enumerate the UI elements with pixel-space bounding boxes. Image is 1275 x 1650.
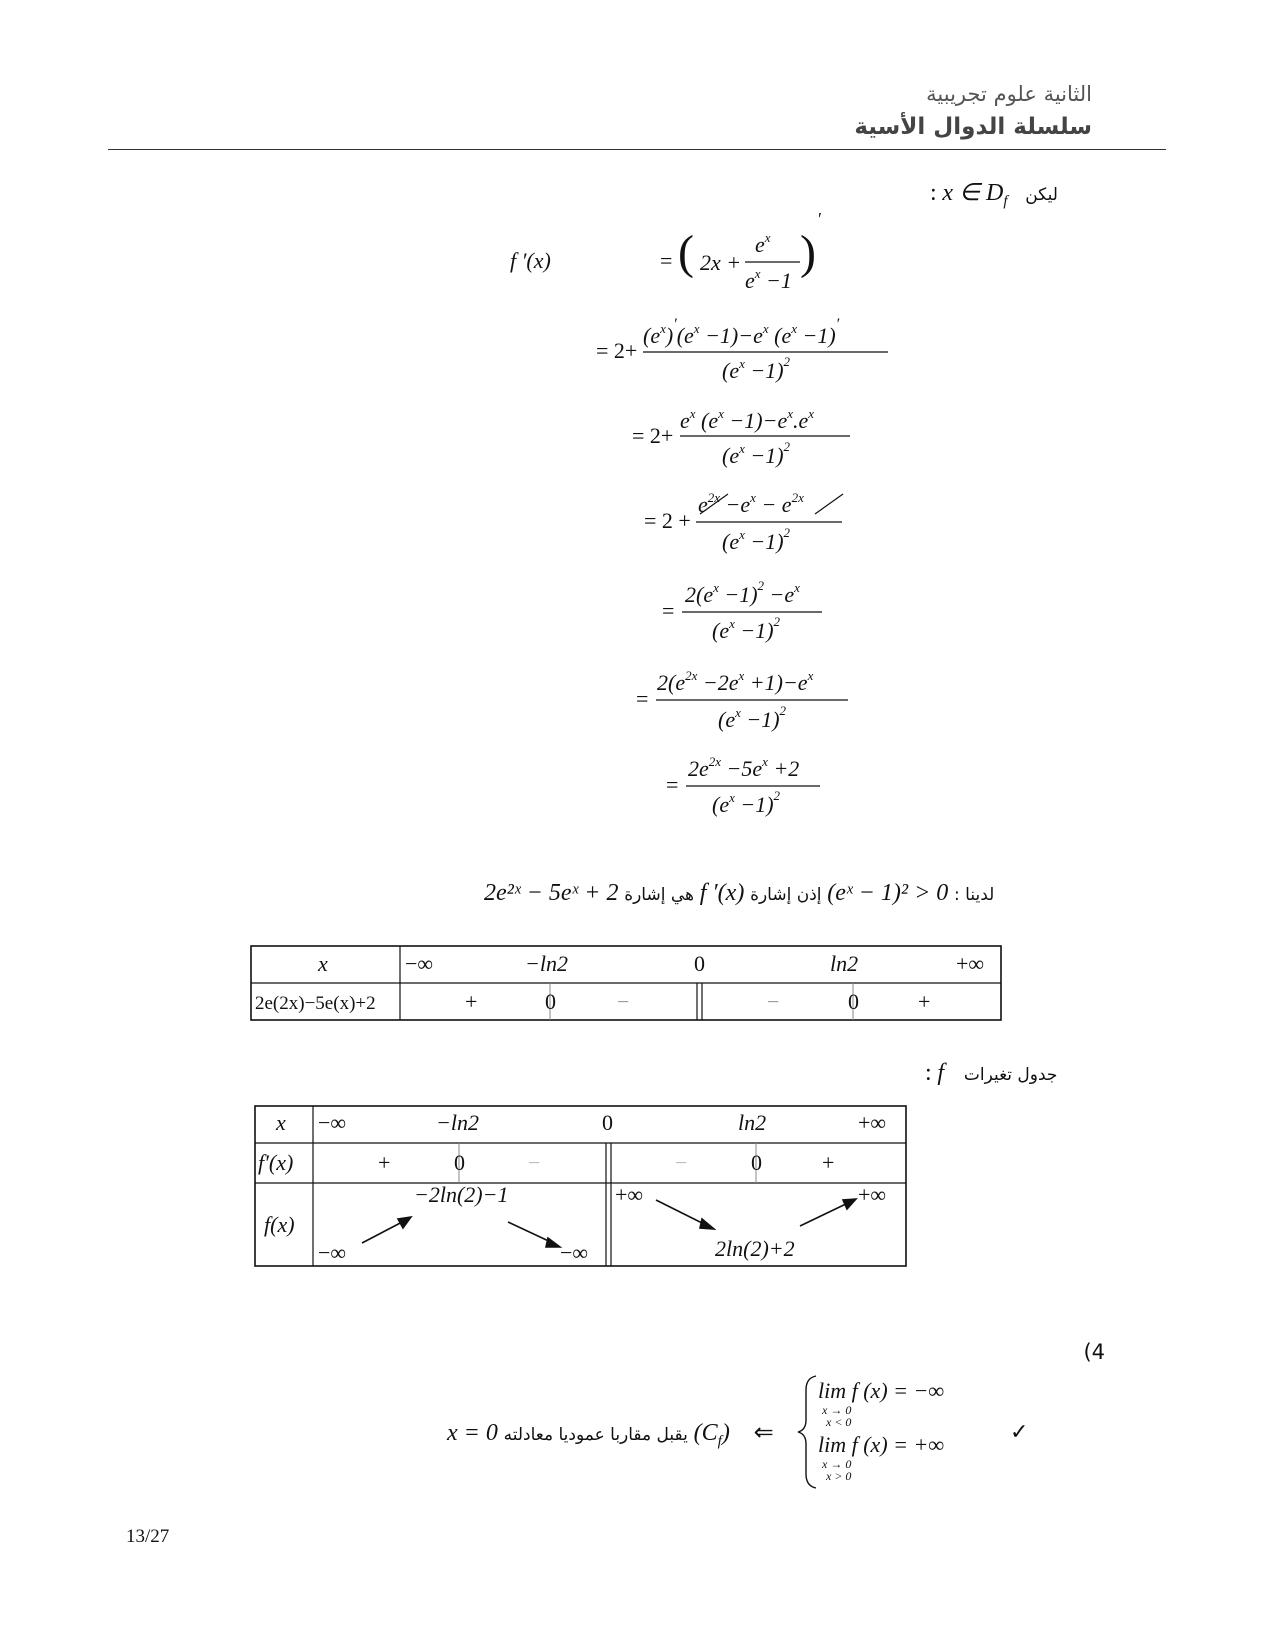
derivation-line-3 [632, 406, 850, 468]
svg-text:2e2x −5ex +2: $2e^{2x} -5e^x +2$ [688, 754, 800, 781]
svg-text:(: ( [678, 226, 694, 279]
svg-text:(ex −1)2: $(e^x -1)^2$ [712, 614, 781, 643]
variation-x-4: +∞ [858, 1110, 887, 1135]
svg-text:2(e2x −2ex +1)−ex: $2(e^{2x} -2e^x +1)-e^x$ [657, 668, 814, 695]
svg-text:(ex −1)2: $(e^x -1)^2$ [722, 439, 791, 468]
derivation-line-7 [666, 754, 820, 817]
lim2-cond-b: x > 0 [826, 1469, 852, 1483]
svg-text:e2x −ex − e2x: $e^{2x} -e^x - e^{2x}$ [698, 490, 804, 517]
variation-x-0: −∞ [318, 1110, 347, 1135]
sign-table-header-label: x [318, 951, 328, 976]
part4-curve-close: ) [721, 1420, 730, 1446]
variation-f-right-min: 2ln(2)+2 [715, 1236, 795, 1261]
variation-label-text: جدول تغيرات [963, 1065, 1058, 1085]
variation-label-colon: : [925, 1060, 932, 1086]
sign-statement-middle: إذن إشارة [750, 885, 822, 905]
lim2-cond-a: x → 0 [822, 1457, 852, 1471]
lim2-fn: lim f (x) = +∞ [818, 1432, 945, 1457]
arrow-down-right [656, 1200, 708, 1226]
svg-text:′: ′ [818, 209, 822, 229]
sign-table-x-1: −ln2 [525, 951, 568, 976]
svg-text:=: = [660, 248, 673, 273]
svg-text:= 2+: = 2+ [596, 338, 638, 363]
svg-text:ex −1: $e^x -1$ [745, 266, 792, 293]
variation-row-fprime: f′(x) [258, 1150, 294, 1175]
variation-label [925, 1060, 1057, 1087]
variation-table [255, 1106, 906, 1266]
variation-fprime-sign-0: + [378, 1150, 391, 1175]
variation-fprime-sign-3: − [675, 1150, 688, 1175]
variation-fprime-sign-5: + [822, 1150, 835, 1175]
sign-table-sign-1: 0 [545, 989, 556, 1014]
svg-text:(ex −1)2: $(e^x -1)^2$ [722, 525, 791, 554]
derivation-line-5 [662, 578, 822, 643]
arrow-up-right [800, 1202, 850, 1226]
derivation-line-4 [644, 490, 843, 554]
sign-statement [484, 880, 994, 907]
sign-table-sign-0: + [465, 989, 478, 1014]
svg-text:2x +: 2x + [700, 250, 742, 275]
variation-row-f: f(x) [264, 1212, 295, 1237]
sign-statement-fprime: f ′(x) [699, 880, 745, 906]
page-number: 13/27 [126, 1526, 170, 1547]
sign-table-x-2: 0 [694, 951, 705, 976]
sign-statement-prefix: لدينا : [954, 885, 995, 905]
part4-text: يقبل مقاربا عموديا معادلته [503, 1425, 688, 1445]
sign-statement-expr: 2e²ˣ − 5eˣ + 2 [484, 880, 619, 906]
svg-text:(ex −1)2: $(e^x -1)^2$ [712, 788, 781, 817]
sign-table-x-0: −∞ [405, 951, 434, 976]
svg-text:= 2+: = 2+ [632, 423, 674, 448]
part4-system [798, 1376, 944, 1488]
svg-text:2(ex −1)2 −ex: $2(e^x -1)^2 -e^x$ [685, 578, 800, 607]
variation-f-left-end: −∞ [560, 1240, 589, 1265]
variation-label-fn: f [937, 1060, 945, 1086]
lim1-cond-b: x < 0 [826, 1415, 852, 1429]
part4-conclusion [447, 1418, 774, 1451]
part4-implies: ⇐ [753, 1420, 774, 1446]
sign-table-sign-2: − [617, 989, 630, 1014]
variation-f-left-start: −∞ [318, 1240, 347, 1265]
svg-text:=: = [636, 686, 649, 711]
variation-x-2: 0 [602, 1110, 613, 1135]
svg-text:(ex)′(ex −1)−ex (ex −1)′: $(e^x)'(e^x -1)-e^x$ $(e^x -1)'$ [643, 316, 840, 348]
intro-label: ليكن [1025, 185, 1058, 205]
derivation-line-2 [596, 316, 888, 383]
svg-text:): ) [800, 226, 816, 279]
svg-text:= 2 +: = 2 + [644, 508, 691, 533]
variation-f-left-max: −2ln(2)−1 [414, 1182, 509, 1207]
arrow-up-left [362, 1220, 406, 1243]
variation-x-1: −ln2 [436, 1110, 479, 1135]
sign-table [251, 946, 1001, 1020]
sign-table-x-4: +∞ [956, 951, 985, 976]
variation-x-3: ln2 [738, 1110, 767, 1135]
intro-colon: : [930, 180, 937, 206]
sign-table-sign-3: − [767, 989, 780, 1014]
variation-f-right-start: +∞ [615, 1182, 644, 1207]
variation-row-x: x [276, 1110, 286, 1135]
variation-fprime-sign-4: 0 [751, 1150, 762, 1175]
sign-statement-ineq: (eˣ − 1)² > 0 [827, 880, 949, 906]
part4-number: (4 [1083, 1340, 1105, 1364]
svg-text:=: = [662, 598, 675, 623]
svg-text:(ex −1)2: $(e^x -1)^2$ [722, 354, 791, 383]
header-series-title: سلسلة الدوال الأسية [854, 114, 1092, 140]
part4-curve-sub: f [717, 1433, 722, 1450]
derivation-line-1 [660, 209, 822, 293]
svg-text:(ex −1)2: $(e^x -1)^2$ [718, 703, 787, 732]
part4-curve: (C [693, 1420, 718, 1446]
sign-table-x-3: ln2 [830, 951, 859, 976]
svg-text:ex (ex −1)−ex.ex: $e^x$ $(e^x -1)-e^x.e^x$ [680, 406, 815, 433]
intro-condition-sub: f [1003, 193, 1008, 210]
derivation-line-6 [636, 668, 848, 732]
header-level: الثانية علوم تجريبية [926, 82, 1092, 106]
variation-fprime-sign-1: 0 [454, 1150, 465, 1175]
part4-asymptote: x = 0 [447, 1420, 498, 1446]
sign-table-sign-5: + [918, 989, 931, 1014]
derivation-lhs: f ′(x) [510, 248, 551, 273]
lim1-cond-a: x → 0 [822, 1403, 852, 1417]
lim1-fn: lim f (x) = −∞ [818, 1378, 945, 1403]
variation-f-right-end: +∞ [858, 1182, 887, 1207]
sign-table-row-label: 2e(2x)−5e(x)+2 [255, 993, 376, 1014]
svg-text:=: = [666, 772, 679, 797]
variation-fprime-sign-2: − [528, 1150, 541, 1175]
intro-condition: x ∈ D [942, 180, 1004, 206]
sign-statement-middle2: هي إشارة [624, 885, 694, 905]
svg-text:ex: $e^x$ [755, 230, 771, 257]
sign-table-sign-4: 0 [848, 989, 859, 1014]
check-icon: ✓ [1010, 1420, 1029, 1445]
